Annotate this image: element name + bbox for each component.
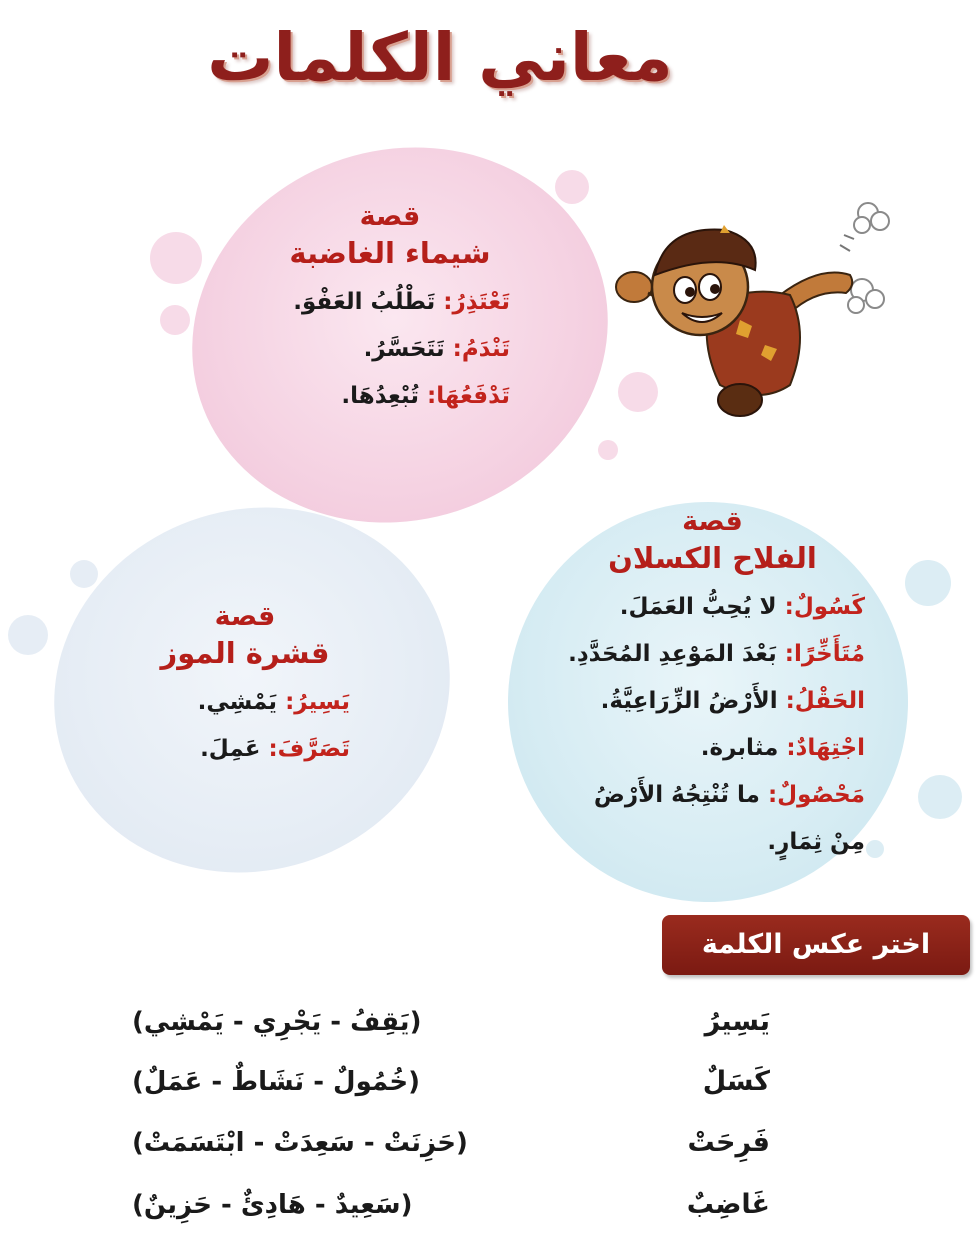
- decor-bubble: [555, 170, 589, 204]
- exercise-choices: (سَعِيدٌ - هَادِئٌ - حَزِينٌ): [132, 1190, 413, 1220]
- definition-line: [560, 584, 865, 631]
- definition-line: [560, 772, 865, 819]
- definition-line: [270, 373, 510, 420]
- definition-word: اجْتِهَادٌ:: [786, 734, 865, 761]
- exercise-choices: (حَزِنَتْ - سَعِدَتْ - ابْتَسَمَتْ): [132, 1128, 468, 1158]
- definition-meaning: ما تُنْتِجُهُ الأَرْضُ: [593, 781, 768, 808]
- exercise-header: اختر عكس الكلمة: [662, 915, 970, 975]
- exercise-row: [120, 1057, 780, 1107]
- definition-word: تَصَرَّفَ:: [268, 735, 350, 762]
- definition-meaning: لا يُحِبُّ العَمَلَ.: [619, 593, 785, 620]
- running-boy-illustration: [600, 195, 900, 425]
- definition-meaning: يَمْشِي.: [197, 688, 286, 715]
- story-shaima: [270, 200, 510, 420]
- definition-line: [560, 819, 865, 866]
- decor-bubble: [905, 560, 951, 606]
- page-title: معاني الكلمات: [207, 19, 673, 96]
- definition-word: تَنْدَمُ:: [452, 335, 510, 362]
- definition-word: مَحْصُولٌ:: [767, 781, 865, 808]
- definition-word: تَدْفَعُهَا:: [427, 382, 510, 409]
- decor-bubble: [70, 560, 98, 588]
- definition-meaning: بَعْدَ المَوْعِدِ المُحَدَّدِ.: [568, 640, 785, 667]
- definition-word: الحَقْلُ:: [785, 687, 865, 714]
- story-banana-peel: [140, 600, 350, 773]
- exercise-choices: (يَقِفُ - يَجْرِي - يَمْشِي): [132, 1007, 422, 1037]
- definition-line: [140, 679, 350, 726]
- story-label: قصة: [359, 201, 421, 232]
- definition-meaning: عَمِلَ.: [200, 735, 269, 762]
- definition-meaning: مثابرة.: [700, 734, 787, 761]
- definition-word: تَعْتَذِرُ:: [443, 288, 510, 315]
- definition-word: كَسُولٌ:: [784, 593, 865, 620]
- exercise-word: يَسِيرُ: [704, 1006, 770, 1037]
- definition-line: [270, 279, 510, 326]
- decor-bubble: [160, 305, 190, 335]
- exercise-row: [120, 1118, 780, 1168]
- story-label: قصة: [214, 601, 276, 632]
- definition-line: [270, 326, 510, 373]
- definition-meaning: تَطْلُبُ العَفْوَ.: [293, 288, 444, 315]
- definition-word: مُتَأَخِّرًا:: [784, 640, 865, 667]
- story-title: قشرة الموز: [160, 635, 330, 670]
- story-label: قصة: [682, 506, 743, 537]
- exercise-word: فَرِحَتْ: [687, 1127, 770, 1158]
- story-lazy-farmer: [560, 505, 865, 866]
- definition-meaning: مِنْ ثِمَارٍ.: [767, 828, 865, 855]
- decor-bubble: [918, 775, 962, 819]
- story-title: شيماء الغاضبة: [289, 235, 491, 270]
- definition-meaning: تُبْعِدُهَا.: [341, 382, 428, 409]
- exercise-row: [120, 997, 780, 1047]
- dust-cloud-icon: [848, 203, 889, 313]
- decor-bubble: [150, 232, 202, 284]
- story-title: الفلاح الكسلان: [608, 540, 817, 575]
- definition-line: [140, 726, 350, 773]
- exercise-word: غَاضِبٌ: [686, 1189, 770, 1220]
- exercise-word: كَسَلٌ: [702, 1066, 770, 1097]
- decor-bubble: [598, 440, 618, 460]
- definition-line: [560, 725, 865, 772]
- definition-word: يَسِيرُ:: [285, 688, 350, 715]
- definition-meaning: الأَرْضُ الزِّرَاعِيَّةُ.: [600, 687, 786, 714]
- definition-meaning: تَتَحَسَّرُ.: [363, 335, 453, 362]
- decor-bubble: [866, 840, 884, 858]
- definition-line: [560, 631, 865, 678]
- definition-line: [560, 678, 865, 725]
- exercise-row: [120, 1180, 780, 1230]
- exercise-choices: (خُمُولٌ - نَشَاطٌ - عَمَلٌ): [132, 1067, 420, 1097]
- decor-bubble: [8, 615, 48, 655]
